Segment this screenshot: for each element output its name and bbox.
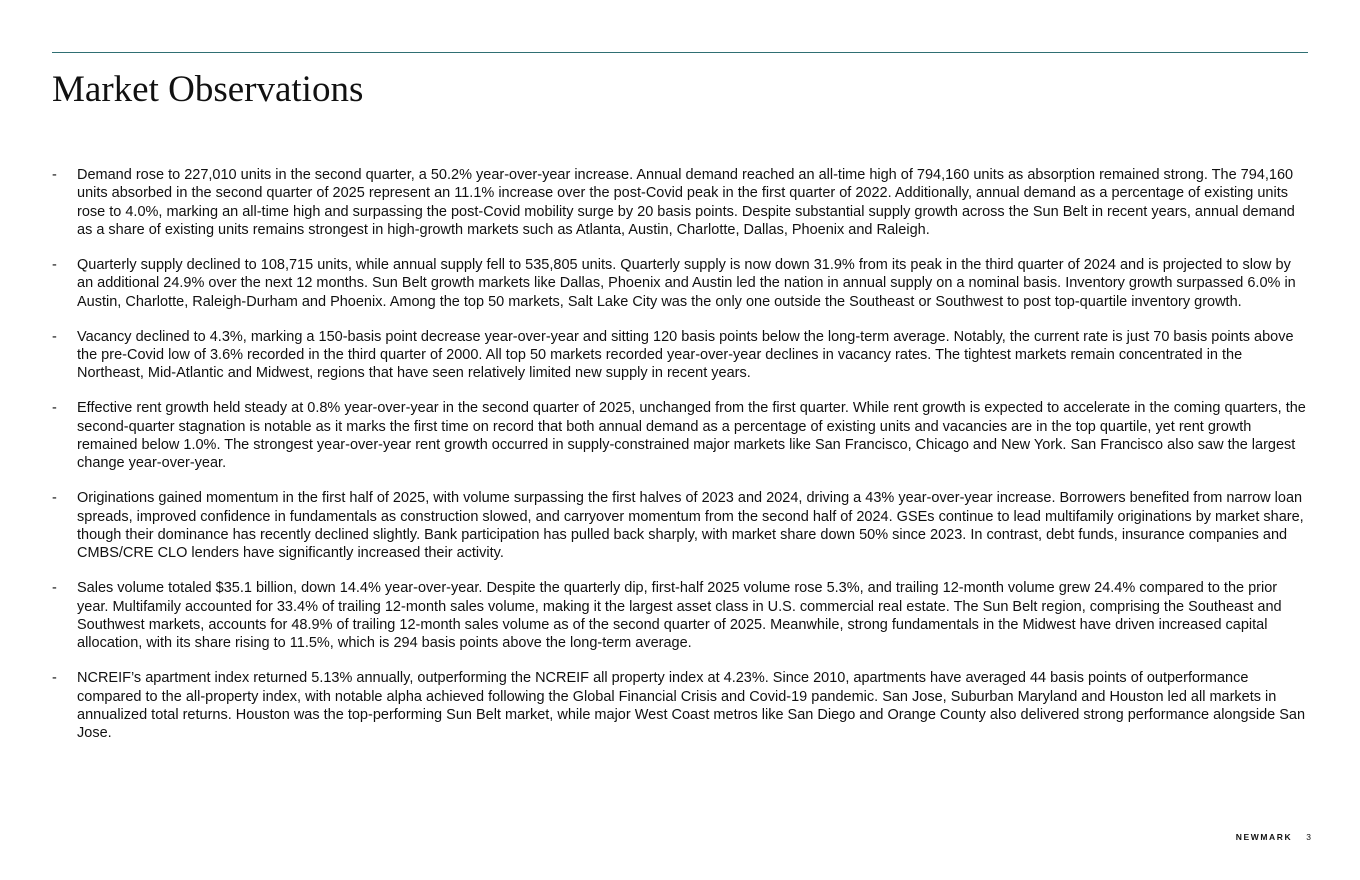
bullet-marker: -: [52, 256, 57, 273]
bullet-marker: -: [52, 670, 57, 687]
bullet-text: Quarterly supply declined to 108,715 units, while annual supply fell to 535,805 units. Quarterly supply is now down 31.9% from its peak in the third quarter of 2024 and is projected to slow by an additional 24.9% over the next 12 months. Sun Belt growth markets like Dallas, Phoenix and Austin led the nation in annual supply on a nominal basis. Inventory growth surpassed 6.0% in Austin, Charlotte, Raleigh-Durham and Phoenix. Among the top 50 markets, Salt Lake City was the only one outside the Southeast or Southwest to post top-quartile inventory growth.: [77, 256, 1296, 310]
bullet-text: Sales volume totaled $35.1 billion, down 14.4% year-over-year. Despite the quarterly dip, first-half 2025 volume rose 5.3%, and trailing 12-month volume grew 24.4% compared to the prior year. Multifamily accounted for 33.4% of trailing 12-month sales volume, making it the largest asset class in U.S. commercial real estate. The Sun Belt region, comprising the Southeast and Southwest markets, accounts for 48.9% of trailing 12-month sales volume as of the second quarter of 2025. Meanwhile, strong fundamentals in the Midwest have driven increased capital allocation, with its share rising to 11.5%, which is 294 basis points above the long-term average.: [77, 580, 1282, 652]
bullet-marker: -: [52, 328, 57, 345]
bullet-marker: -: [52, 167, 57, 183]
bullet-marker: -: [52, 580, 57, 597]
bullet-rent-growth: [52, 399, 1308, 472]
bullet-text: Effective rent growth held steady at 0.8% year-over-year in the second quarter of 2025, unchanged from the first quarter. While rent growth is expected to accelerate in the coming quarters, the second-quarter stagnation is notable as it marks the first time on record that both annual demand as a percentage of existing units and vacancies are in the top quartile, yet rent growth remained below 1.0%. The strongest year-over-year rent growth occurred in supply-constrained major markets like San Francisco, Chicago and New York. San Francisco also saw the largest change year-over-year.: [77, 400, 1306, 472]
bullet-text: NCREIF’s apartment index returned 5.13% annually, outperforming the NCREIF all property index at 4.23%. Since 2010, apartments have averaged 44 basis points of outperformance compared to the all-property index, with notable alpha achieved following the Global Financial Crisis and Covid-19 pandemic. San Jose, Suburban Maryland and Houston led all markets in annualized total returns. Houston was the top-performing Sun Belt market, while major West Coast metros like San Diego and Orange County also delivered strong performance alongside San Jose.: [77, 670, 1306, 742]
bullet-ncreif: [52, 669, 1308, 742]
bullet-marker: -: [52, 400, 57, 417]
bullet-text: Vacancy declined to 4.3%, marking a 150-basis point decrease year-over-year and sitting 120 basis points below the long-term average. Notably, the current rate is just 70 basis points above the pre-Covid low of 3.6% recorded in the third quarter of 2000. All top 50 markets recorded year-over-year declines in vacancy rates. The tightest markets remain concentrated in the Northeast, Mid-Atlantic and Midwest, regions that have seen relatively limited new supply in recent years.: [77, 328, 1294, 382]
top-divider: [52, 52, 1308, 53]
bullet-demand: [52, 166, 1308, 239]
bullet-marker: -: [52, 490, 57, 507]
bullet-vacancy: [52, 328, 1308, 383]
bullet-supply: [52, 256, 1308, 311]
page-number: 3: [1306, 832, 1311, 842]
newmark-logo: NEWMARK: [1235, 832, 1293, 842]
bullet-text: Originations gained momentum in the first half of 2025, with volume surpassing the first halves of 2023 and 2024, driving a 43% year-over-year increase. Borrowers benefited from narrow loan spreads, improved confidence in fundamentals as construction slowed, and carryover momentum from the second half of 2024. GSEs continue to lead multifamily originations by market share, though their dominance has recently declined slightly. Bank participation has pulled back sharply, with market share down 50% since 2023. In contrast, debt funds, insurance companies and CMBS/CRE CLO lenders have significantly increased their activity.: [77, 490, 1304, 562]
observations-list: [52, 166, 1308, 759]
bullet-originations: [52, 489, 1308, 562]
page-footer: [1236, 832, 1311, 842]
bullet-sales-volume: [52, 579, 1308, 652]
page-title: Market Observations: [52, 69, 364, 110]
bullet-text: Demand rose to 227,010 units in the second quarter, a 50.2% year-over-year increase. Annual demand reached an all-time high of 794,160 units as absorption remained strong. The 794,160 units absorbed in the second quarter of 2025 represent an 11.1% increase over the post-Covid peak in the first quarter of 2022. Additionally, annual demand as a percentage of existing units rose to 4.0%, marking an all-time high and surpassing the post-Covid mobility surge by 20 basis points. Despite substantial supply growth across the Sun Belt in recent years, annual demand as a share of existing units remains strongest in high-growth markets such as Atlanta, Austin, Charlotte, Dallas, Phoenix and Raleigh.: [77, 167, 1295, 238]
